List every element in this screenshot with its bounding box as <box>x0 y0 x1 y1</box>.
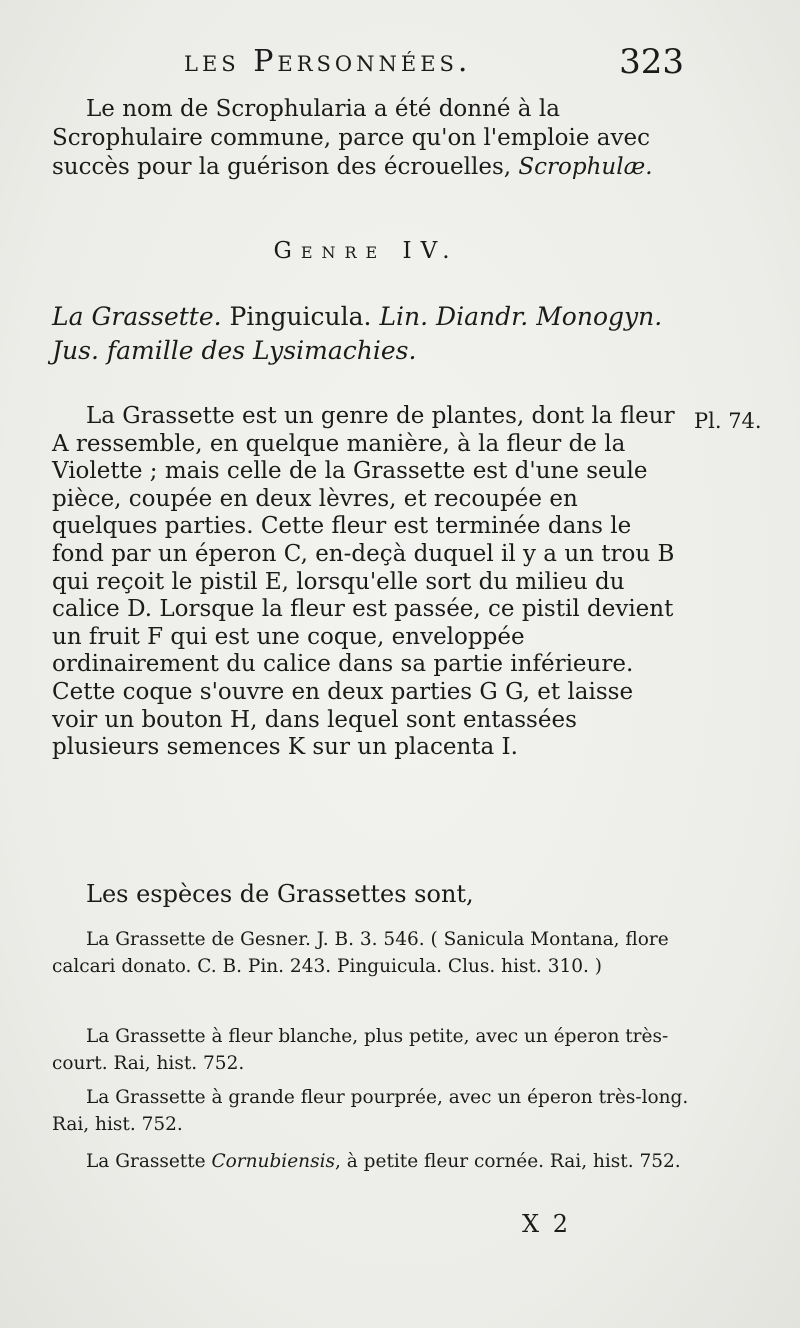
intro-italic: Scrophulæ. <box>518 154 653 180</box>
species-entry-text-end: , à petite fleur cornée. Rai, hist. 752. <box>334 1151 681 1172</box>
species-entry-text: La Grassette <box>86 1151 212 1172</box>
description-paragraph <box>52 403 680 762</box>
margin-note: Pl. 74. <box>694 409 762 433</box>
species-intro-text: Les espèces de Grassettes sont, <box>86 880 474 908</box>
species-entry <box>52 1023 692 1087</box>
genre-heading: Genre IV. <box>273 238 459 264</box>
intro-text: Le nom de Scrophularia a été donné à la Scrophulaire commune, parce qu'on l'emploie avec succès pour la guérison des écrouelles, <box>52 96 650 180</box>
genus-heading <box>52 300 680 368</box>
genus-latin: Pinguicula. <box>221 302 380 331</box>
page-header <box>84 42 684 92</box>
species-entry <box>52 926 692 990</box>
signature-mark: X 2 <box>522 1210 571 1238</box>
species-entry-text: La Grassette à grande fleur pourprée, avec un éperon très-long. Rai, hist. 752. <box>52 1087 689 1135</box>
description-text: La Grassette est un genre de plantes, dont la fleur A ressemble, en quelque manière, à la fleur de la Violette ; mais celle de la Grassette est d'une seule pièce, coupée en deux lèvres, et recoupée en quelques parties. Cette fleur est terminée dans le fond par un éperon C, en-deçà duquel il y a un trou B qui reçoit le pistil E, lorsqu'elle sort du milieu du calice D. Lorsque la fleur est passée, ce pistil devient un fruit F qui est une coque, enveloppée ordinairement du calice dans sa partie inférieure. Cette coque s'ouvre en deux parties G G, et laisse voir un bouton H, dans lequel sont entassées plusieurs semences K sur un placenta I. <box>52 403 675 761</box>
genus-name: La Grassette. <box>52 302 222 331</box>
species-epithet: Cornubiensis <box>211 1151 335 1172</box>
species-entry <box>52 1084 692 1148</box>
intro-paragraph <box>52 95 680 182</box>
species-entry <box>52 1148 692 1185</box>
running-title: les Personnées. <box>184 44 472 79</box>
genus-classification: Lin. Diandr. Monogyn. Jus. famille des Lysimachies. <box>52 302 663 365</box>
species-intro <box>52 880 680 909</box>
page-number: 323 <box>619 42 684 82</box>
species-entry-text: La Grassette à fleur blanche, plus petite, avec un éperon très-court. Rai, hist. 752. <box>52 1026 669 1074</box>
species-entry-text: La Grassette de Gesner. J. B. 3. 546. ( Sanicula Montana, flore calcari donato. C. B. Pin. 243. Pinguicula. Clus. hist. 310. ) <box>52 929 669 977</box>
